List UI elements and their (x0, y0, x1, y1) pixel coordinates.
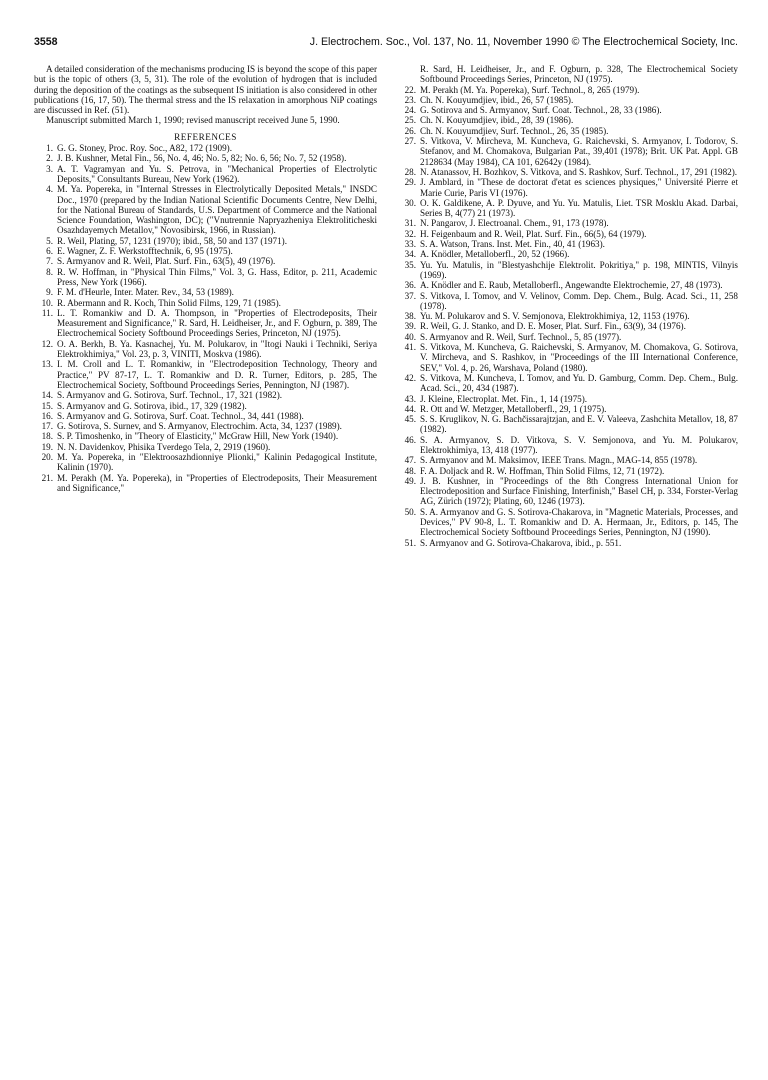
reference-item (397, 136, 738, 167)
reference-continuation: R. Sard, H. Leidheiser, Jr., and F. Ogburn, p. 328, The Electrochemical Society Softbound Proceedings Series, Princeton, NJ (1975). (420, 64, 738, 85)
reference-item (397, 218, 738, 228)
reference-number: 28. (404, 166, 416, 177)
reference-item (34, 442, 377, 452)
reference-item (397, 321, 738, 331)
reference-text: J. Amblard, in "These de doctorat d'etat es sciences physiques," Université Pierre et Marie Curie, Paris VI (1976). (420, 177, 738, 198)
reference-item (397, 260, 738, 281)
reference-number: 18. (41, 431, 53, 442)
reference-item (397, 342, 738, 373)
reference-number: 14. (41, 390, 53, 401)
reference-text: S. Vitkova, M. Kuncheva, I. Tomov, and Yu. D. Gamburg, Comm. Dep. Chem., Bulg. Acad. Sci., 20, 434 (1987). (420, 372, 738, 394)
reference-number: 15. (41, 400, 53, 411)
reference-text: Yu. Yu. Matulis, in "Blestyashchije Elektrolit. Pokritiya," p. 198, MINTIS, Vilnyis (1969). (420, 259, 738, 280)
reference-text: S. Vitkova, I. Tomov, and V. Velinov, Comm. Dep. Chem., Bulg. Acad. Sci., 11, 258 (1978). (420, 290, 738, 311)
reference-text: S. Vitkova, M. Kuncheva, G. Raichevski, S. Armyanov, M. Chomakova, G. Sotirova, V. Mircheva, and S. Rashkov, in "Proceedings of the III International Conference, SEV," Vol. 4, p. 26, Warshava, Poland (1980). (420, 342, 738, 373)
reference-number: 46. (404, 434, 416, 445)
reference-number: 11. (41, 307, 53, 318)
reference-number: 20. (41, 451, 53, 462)
reference-text: J. B. Kushner, in "Proceedings of the 8th Congress International Union for Electrodeposition and Surface Finishing, Interfinish," Basel CH, p. 334, Forster-Verlag AG, Zürich (1972); Plating, 60, 1246 (1973). (420, 475, 738, 507)
reference-number: 41. (404, 342, 416, 353)
reference-item (34, 164, 377, 185)
reference-text: S. Armyanov and R. Weil, Plat. Surf. Fin., 63(5), 49 (1976). (57, 256, 276, 267)
reference-number: 31. (404, 218, 416, 229)
reference-item (34, 153, 377, 163)
reference-text: R. W. Hoffman, in "Physical Thin Films," Vol. 3, G. Hass, Editor, p. 211, Academic Press, New York (1966). (57, 266, 377, 287)
reference-number: 5. (46, 235, 53, 246)
reference-number: 6. (46, 246, 53, 257)
reference-text: S. Vitkova, V. Mircheva, M. Kuncheva, G. Raichevski, S. Armyanov, I. Todorov, S. Stefanov, and M. Chomakova, Bulgarian Pat., 39,401 (1978); Brit. UK Pat. Appl. GB 2128634 (May 1984), CA 101, 62642y (1984). (420, 136, 738, 167)
reference-text: S. Armyanov and G. Sotirova, ibid., 17, 329 (1982). (57, 400, 247, 411)
reference-item (34, 359, 377, 390)
reference-item (397, 538, 738, 548)
reference-item (34, 287, 377, 297)
reference-number: 36. (404, 280, 416, 291)
reference-item (397, 95, 738, 105)
reference-item (34, 143, 377, 153)
reference-number: 13. (41, 359, 53, 370)
reference-number: 49. (404, 475, 416, 486)
reference-number: 16. (41, 410, 53, 421)
reference-item (397, 311, 738, 321)
reference-number: 47. (404, 455, 416, 466)
reference-number: 45. (404, 414, 416, 425)
reference-item (34, 339, 377, 360)
reference-text: S. A. Watson, Trans. Inst. Met. Fin., 40, 41 (1963). (420, 239, 605, 250)
reference-item (397, 466, 738, 476)
reference-item (34, 473, 377, 494)
reference-item (397, 85, 738, 95)
reference-text: N. Pangarov, J. Electroanal. Chem., 91, 173 (1978). (420, 218, 609, 229)
reference-text: A. T. Vagramyan and Yu. S. Petrova, in "Mechanical Properties of Electrolytic Deposits," Consultants Bureau, New York (1962). (57, 163, 377, 184)
reference-item (397, 115, 738, 125)
reference-text: N. Atanassov, H. Bozhkov, S. Vitkova, and S. Rashkov, Surf. Technol., 17, 291 (1982). (420, 166, 738, 177)
reference-number: 26. (404, 125, 416, 136)
references-list-left (34, 143, 377, 493)
reference-item (397, 435, 738, 456)
references-list-right (397, 85, 738, 548)
reference-item (34, 267, 377, 288)
reference-number: 21. (41, 472, 53, 483)
reference-text: A. Knödler and E. Raub, Metalloberfl., Angewandte Elektrochemie, 27, 48 (1973). (420, 280, 723, 291)
reference-item (397, 404, 738, 414)
reference-text: R. Abermann and R. Koch, Thin Solid Films, 129, 71 (1985). (57, 297, 281, 308)
reference-number: 2. (46, 153, 53, 164)
reference-item (34, 256, 377, 266)
reference-text: Yu. M. Polukarov and S. V. Semjonova, Elektrokhimiya, 12, 1153 (1976). (420, 311, 690, 322)
reference-item (34, 431, 377, 441)
reference-number: 37. (404, 290, 416, 301)
reference-item (34, 452, 377, 473)
reference-item (397, 198, 738, 219)
reference-item (397, 455, 738, 465)
reference-text: E. Wagner, Z. F. Werkstofftechnik, 6, 95 (1975). (57, 246, 233, 257)
reference-text: S. A. Armyanov, S. D. Vitkova, S. V. Semjonova, and Yu. M. Polukarov, Elektrokhimiya, 13, 418 (1977). (420, 434, 738, 455)
reference-item (397, 373, 738, 394)
reference-number: 39. (404, 321, 416, 332)
reference-text: M. Perakh (M. Ya. Popereka), in "Properties of Electrodeposits, Their Measurement and Significance," (57, 472, 377, 493)
reference-number: 3. (46, 163, 53, 174)
body-paragraph: A detailed consideration of the mechanisms producing IS is beyond the scope of this paper but is the topic of others (3, 5, 31). The role of the evolution of hydrogen that is included during the deposition of the coatings as the subsequent IS initiation is also considered in other publications (16, 17, 50). The thermal stress and the IS relaxation in amorphous NiP coatings are discussed in Ref. (51). (34, 64, 377, 116)
reference-text: R. Ott and W. Metzger, Metalloberfl., 29, 1 (1975). (420, 403, 607, 414)
reference-item (34, 246, 377, 256)
manuscript-note: Manuscript submitted March 1, 1990; revised manuscript received June 5, 1990. (46, 115, 340, 126)
reference-text: L. T. Romankiw and D. A. Thompson, in "Properties of Electrodeposits, Their Measurement and Significance," R. Sard, H. Leidheiser, Jr., and F. Ogburn, p. 389, The Electrochemical Society Softbound Proceedings Series, Princeton, NJ (1975). (57, 307, 377, 339)
reference-text: S. Armyanov and G. Sotirova, Surf. Technol., 17, 321 (1982). (57, 390, 283, 401)
reference-text: S. Armyanov and R. Weil, Surf. Technol., 5, 85 (1977). (420, 331, 622, 342)
reference-text: S. Armyanov and G. Sotirova, Surf. Coat. Technol., 34, 441 (1988). (57, 410, 304, 421)
reference-number: 8. (46, 266, 53, 277)
reference-item (397, 229, 738, 239)
reference-number: 25. (404, 115, 416, 126)
reference-text: F. M. d'Heurle, Inter. Mater. Rev., 34, 53 (1989). (57, 287, 234, 298)
reference-item (397, 177, 738, 198)
reference-text: J. B. Kushner, Metal Fin., 56, No. 4, 46; No. 5, 82; No. 6, 56; No. 7, 52 (1958). (57, 153, 347, 164)
reference-text: A. Knödler, Metalloberfl., 20, 52 (1966). (420, 249, 570, 260)
reference-text: G. G. Stoney, Proc. Roy. Soc., A82, 172 (1909). (57, 143, 232, 154)
reference-text: H. Feigenbaum and R. Weil, Plat. Surf. Fin., 66(5), 64 (1979). (420, 228, 647, 239)
reference-text: R. Weil, Plating, 57, 1231 (1970); ibid., 58, 50 and 137 (1971). (57, 235, 287, 246)
reference-number: 42. (404, 372, 416, 383)
reference-text: S. S. Kruglikov, N. G. Bachčissarajtzjan, and E. V. Valeeva, Zashchita Metallov, 18, 87 (1982). (420, 414, 738, 435)
reference-number: 9. (46, 287, 53, 298)
reference-item (34, 390, 377, 400)
reference-item (397, 332, 738, 342)
reference-number: 10. (41, 297, 53, 308)
reference-text: O. A. Berkh, B. Ya. Kasnachej, Yu. M. Polukarov, in "Itogi Nauki i Techniki, Seriya Elektrokhimiya," Vol. 23, p. 3, VINITI, Moskva (1986). (57, 338, 377, 360)
reference-number: 40. (404, 331, 416, 342)
reference-number: 38. (404, 311, 416, 322)
reference-text: S. Armyanov and M. Maksimov, IEEE Trans. Magn., MAG-14, 855 (1978). (420, 455, 698, 466)
reference-number: 44. (404, 403, 416, 414)
reference-item (397, 249, 738, 259)
reference-item (34, 236, 377, 246)
reference-text: O. K. Galdikene, A. P. Dyuve, and Yu. Yu. Matulis, Liet. TSR Mosklu Akad. Darbai, Series B, 4(77) 21 (1973). (420, 197, 738, 219)
reference-item (397, 414, 738, 435)
reference-number: 48. (404, 465, 416, 476)
reference-number: 30. (404, 197, 416, 208)
reference-number: 43. (404, 393, 416, 404)
reference-item (34, 411, 377, 421)
reference-number: 17. (41, 421, 53, 432)
reference-item (397, 105, 738, 115)
reference-number: 50. (404, 506, 416, 517)
reference-number: 33. (404, 239, 416, 250)
reference-item (34, 401, 377, 411)
page-number: 3558 (34, 36, 58, 48)
reference-number: 32. (404, 228, 416, 239)
journal-citation: J. Electrochem. Soc., Vol. 137, No. 11, November 1990 © The Electrochemical Society, Inc. (309, 36, 738, 48)
reference-number: 51. (404, 537, 416, 548)
reference-text: S. A. Armyanov and G. S. Sotirova-Chakarova, in "Magnetic Materials, Processes, and Devices," PV 90-8, L. T. Romankiw and D. A. Hermaan, Jr., Editors, p. 145, The Electrochemical Society Softbound Proceedings Series, Pennington, NJ (1990). (420, 506, 738, 538)
reference-text: R. Weil, G. J. Stanko, and D. E. Moser, Plat. Surf. Fin., 63(9), 34 (1976). (420, 321, 686, 332)
right-column (397, 64, 738, 548)
reference-item (397, 291, 738, 312)
reference-text: M. Perakh (M. Ya. Popereka), Surf. Technol., 8, 265 (1979). (420, 84, 640, 95)
reference-text: N. N. Davidenkov, Phisika Tverdego Tela, 2, 2919 (1960). (57, 441, 271, 452)
reference-text: M. Ya. Popereka, in "Internal Stresses in Electrolytically Deposited Metals," INSDC Doc., 1970 (prepared by the Indian National Scientific Documents Centre, New Delhi, for the National Bureau of Standards, U.S. Department of Commerce and the National Science Foundation, Washington, DC); ("Vnutrennie Napryazheniya Elektroliticheski Osazhdayemych Metallov," Novosibirsk, 1966, in Russian). (57, 184, 377, 236)
reference-text: F. A. Doljack and R. W. Hoffman, Thin Solid Films, 12, 71 (1972). (420, 465, 665, 476)
reference-item (397, 476, 738, 507)
reference-item (34, 298, 377, 308)
reference-item (397, 394, 738, 404)
reference-item (34, 421, 377, 431)
reference-item (397, 507, 738, 538)
reference-number: 24. (404, 105, 416, 116)
reference-item (34, 308, 377, 339)
reference-number: 12. (41, 338, 53, 349)
reference-item (34, 184, 377, 235)
reference-text: Ch. N. Kouyumdjiev, ibid., 26, 57 (1985). (420, 94, 574, 105)
reference-text: M. Ya. Popereka, in "Elektroosazhdionniye Plionki," Kalinin Pedagogical Institute, Kalinin (1970). (57, 451, 377, 473)
reference-item (397, 239, 738, 249)
reference-number: 1. (46, 143, 53, 154)
reference-text: G. Sotirova and S. Armyanov, Surf. Coat. Technol., 28, 33 (1986). (420, 105, 662, 116)
reference-number: 34. (404, 249, 416, 260)
reference-number: 22. (404, 84, 416, 95)
reference-item (397, 167, 738, 177)
reference-number: 29. (404, 177, 416, 188)
reference-number: 27. (404, 136, 416, 147)
reference-number: 4. (46, 184, 53, 195)
reference-item (397, 126, 738, 136)
reference-text: Ch. N. Kouyumdjiev, Surf. Technol., 26, 35 (1985). (420, 125, 609, 136)
reference-number: 7. (46, 256, 53, 267)
reference-text: I. M. Croll and L. T. Romankiw, in "Electrodeposition Technology, Theory and Practice," PV 87-17, L. T. Romankiw and D. R. Turner, Editors, p. 285, The Electrochemical Society, Softbound Proceedings Series, Pennington, NJ (1987). (57, 359, 377, 390)
reference-text: Ch. N. Kouyumdjiev, ibid., 28, 39 (1986). (420, 115, 574, 126)
reference-number: 35. (404, 259, 416, 270)
reference-text: S. P. Timoshenko, in "Theory of Elasticity," McGraw Hill, New York (1940). (57, 431, 339, 442)
reference-number: 19. (41, 441, 53, 452)
reference-text: G. Sotirova, S. Surnev, and S. Armyanov, Electrochim. Acta, 34, 1237 (1989). (57, 421, 342, 432)
reference-item (397, 280, 738, 290)
left-column (34, 64, 377, 493)
reference-text: J. Kleine, Electroplat. Met. Fin., 1, 14 (1975). (420, 393, 588, 404)
references-heading: REFERENCES (174, 131, 237, 142)
reference-text: S. Armyanov and G. Sotirova-Chakarova, ibid., p. 551. (420, 537, 622, 548)
page-header (34, 36, 738, 52)
reference-number: 23. (404, 94, 416, 105)
